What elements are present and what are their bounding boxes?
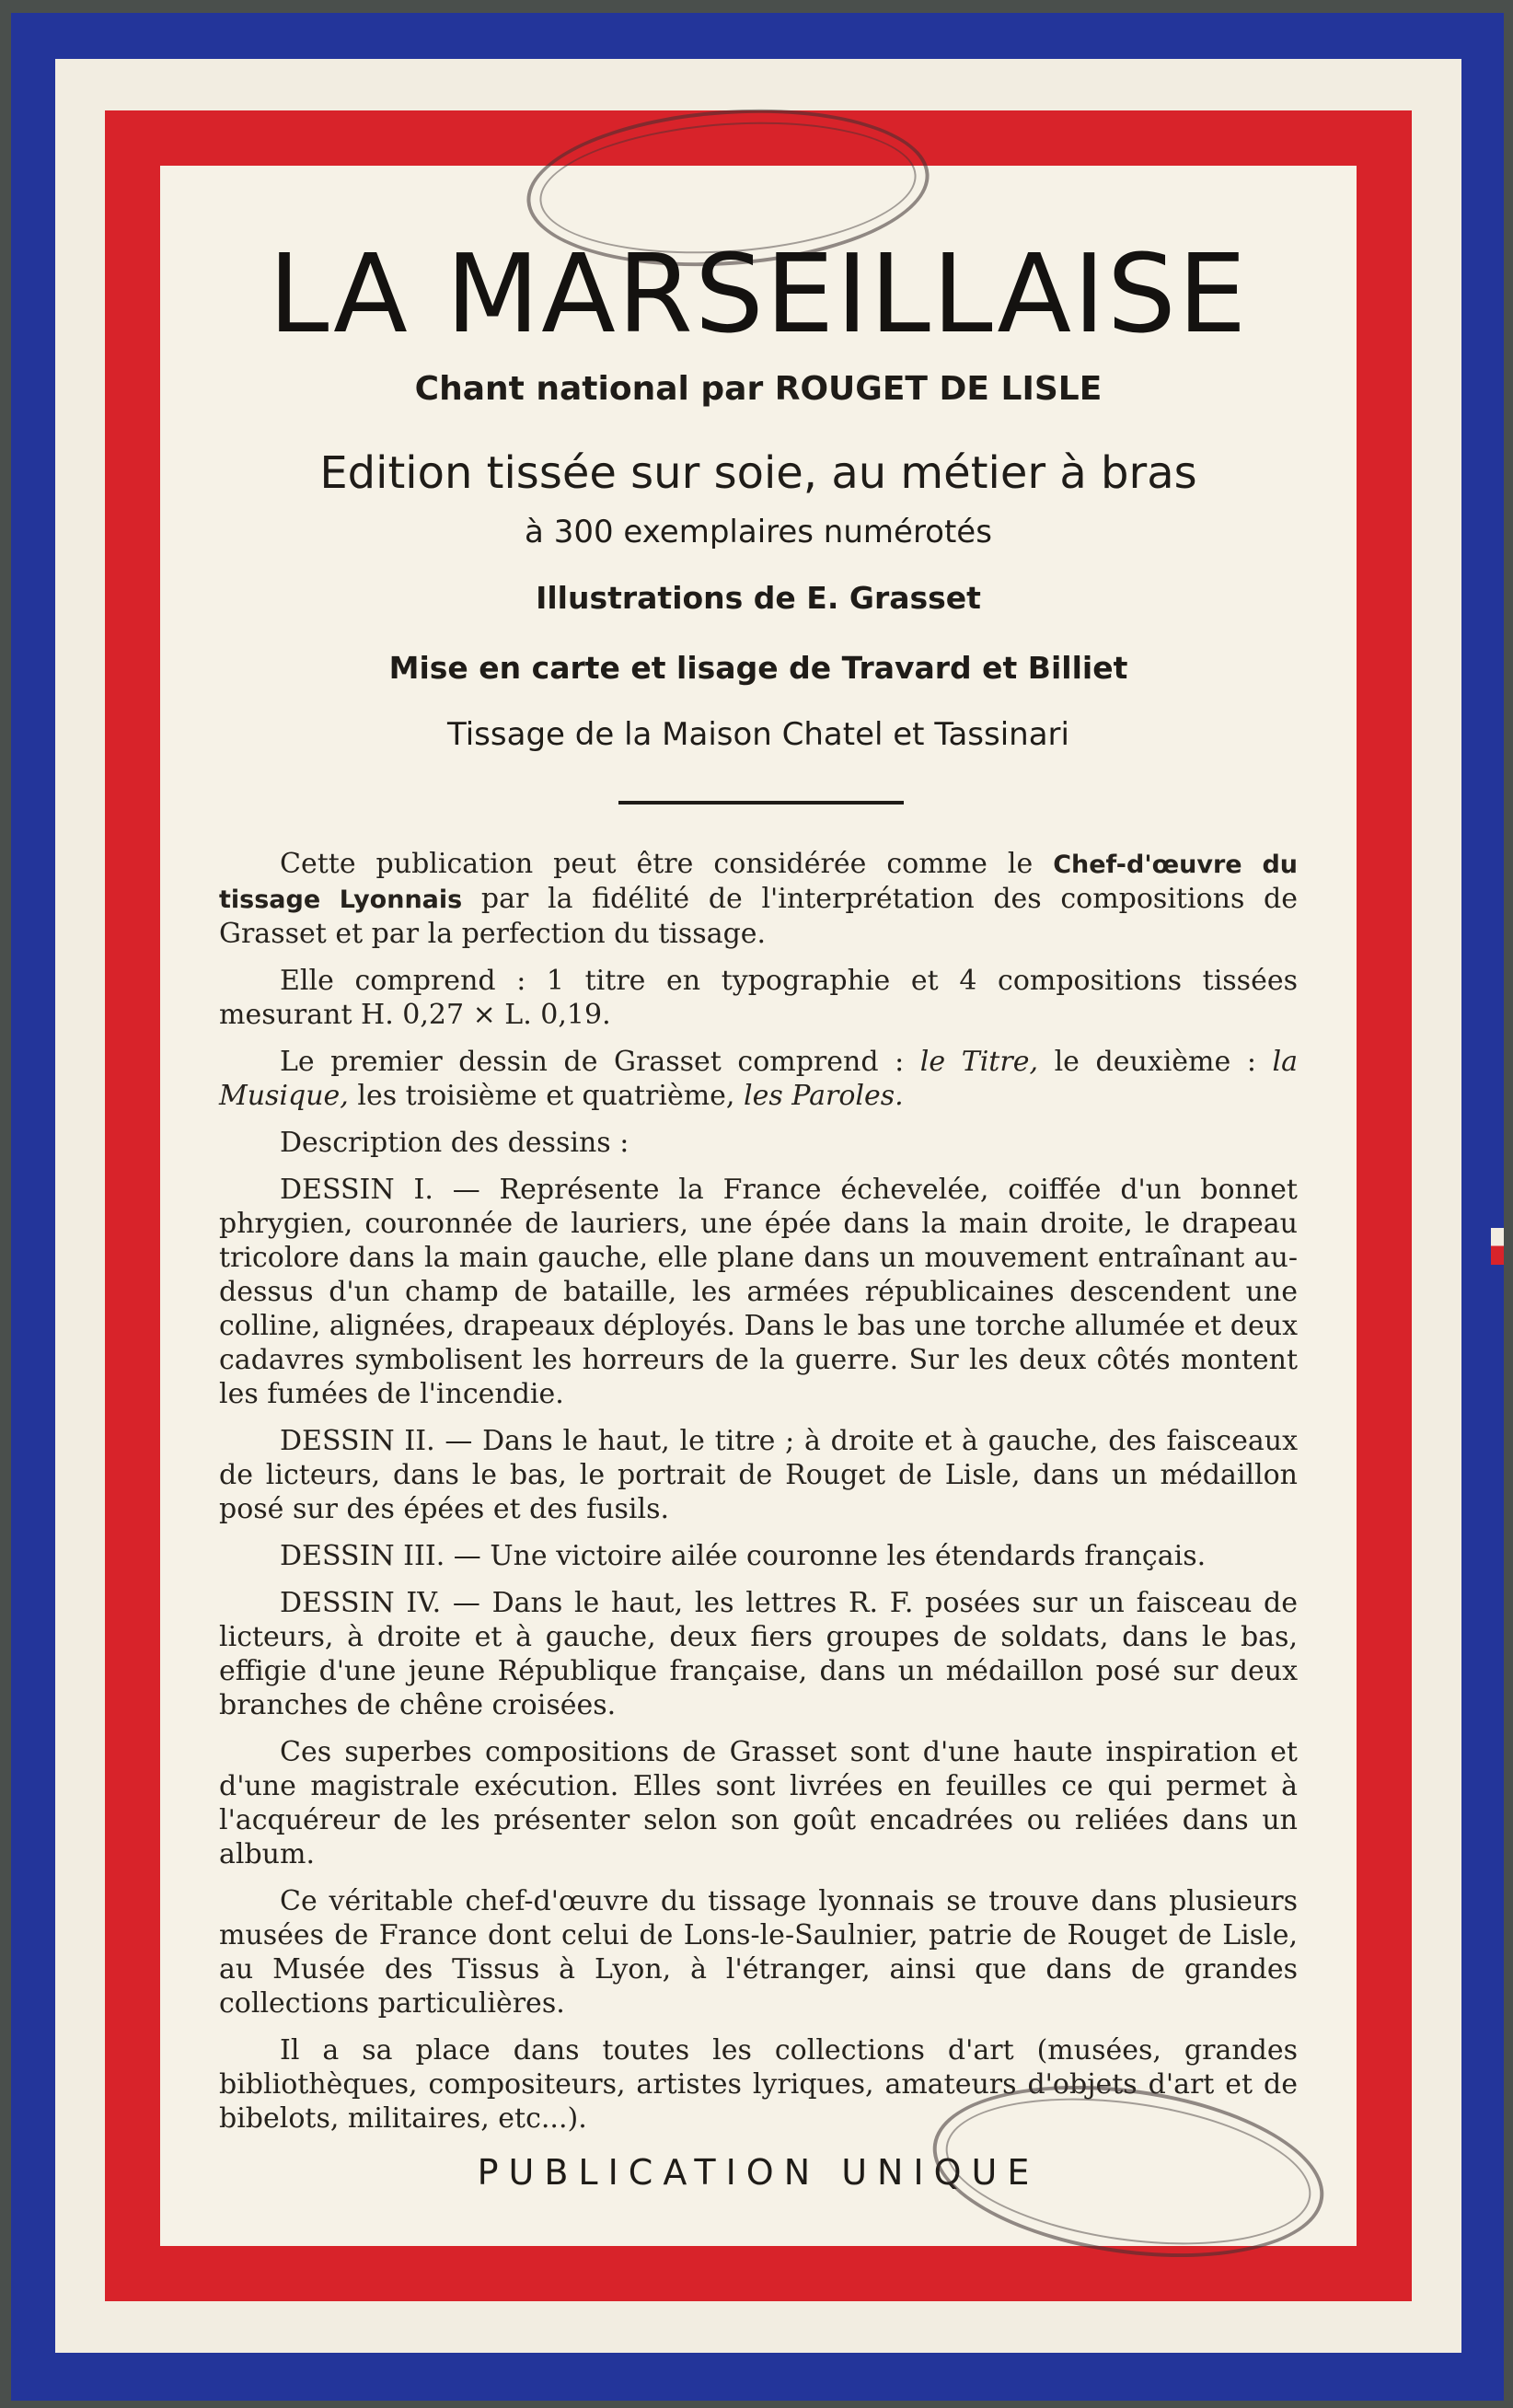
overview-text-b: le deuxième :	[1038, 1046, 1273, 1078]
overview-italic-music: la Musique,	[219, 1046, 1298, 1112]
overview-italic-lyrics: les Paroles.	[744, 1080, 904, 1112]
divider-rule	[618, 801, 904, 805]
overview-italic-title: le Titre,	[919, 1046, 1038, 1078]
tricolor-sheet	[11, 13, 1504, 2401]
illustrations-line: Illustrations de E. Grasset	[536, 580, 981, 616]
description-body	[219, 847, 1298, 2148]
overview-text-c: les troisième et quatrième,	[348, 1080, 744, 1112]
edition-line: Edition tissée sur soie, au métier à bras	[319, 447, 1197, 499]
paragraph-museums: Ce véritable chef-d'œuvre du tissage lyonnais se trouve dans plusieurs musées de France dont celui de Lons-le-Saulnier, patrie de Rouget de Lisle, au Musée des Tissus à Lyon, à l'étranger, ainsi que dans de grandes collections particulières.	[219, 1885, 1298, 2020]
paragraph-dessin-4: DESSIN IV. — Dans le haut, les lettres R. F. posées sur un faisceau de licteurs, à droite et à gauche, deux fiers groupes de soldats, dans le bas, effigie d'une jeune République française, dans un médaillon posé sur deux branches de chêne croisées.	[219, 1587, 1298, 1721]
document-page	[160, 166, 1357, 2246]
footer-publication-unique: PUBLICATION UNIQUE	[477, 2152, 1040, 2193]
overview-text-a: Le premier dessin de Grasset comprend :	[280, 1046, 920, 1078]
tissage-line: Tissage de la Maison Chatel et Tassinari	[447, 716, 1069, 753]
mise-en-carte-line: Mise en carte et lisage de Travard et Billiet	[388, 650, 1128, 686]
paragraph-drawings-overview	[219, 1045, 1298, 1113]
paragraph-dessin-3: DESSIN III. — Une victoire ailée couronne les étendards français.	[280, 1540, 1207, 1572]
paragraph-intro	[219, 847, 1298, 951]
paragraph-description-heading: Description des dessins :	[280, 1127, 629, 1159]
paragraph-compositions: Ces superbes compositions de Grasset sont d'une haute inspiration et d'une magistrale exécution. Elles sont livrées en feuilles ce qui permet à l'acquéreur de les présenter selon son goût encadrées ou reliées dans un album.	[219, 1736, 1298, 1870]
paragraph-collections: Il a sa place dans toutes les collections d'art (musées, grandes bibliothèques, compositeurs, artistes lyriques, amateurs d'objets d'art et de bibelots, militaires, etc...).	[219, 2034, 1298, 2135]
page-title: LA MARSEILLAISE	[268, 230, 1249, 357]
intro-text-a: Cette publication peut être considérée comme le	[280, 848, 1054, 880]
paragraph-dessin-2: DESSIN II. — Dans le haut, le titre ; à droite et à gauche, des faisceaux de licteurs, dans le bas, le portrait de Rouget de Lisle, dans un médaillon posé sur des épées et des fusils.	[219, 1425, 1298, 1525]
paragraph-contents: Elle comprend : 1 titre en typographie et 4 compositions tissées mesurant H. 0,27 × L. 0,19.	[219, 965, 1298, 1031]
ribbon-tab	[1491, 1210, 1504, 1265]
copies-line: à 300 exemplaires numérotés	[525, 514, 992, 550]
subtitle-line: Chant national par ROUGET DE LISLE	[414, 370, 1103, 408]
intro-emphasis: Chef-d'œuvre du tissage Lyonnais	[219, 851, 1298, 914]
intro-text-b: par la fidélité de l'interprétation des compositions de Grasset et par la perfection du tissage.	[219, 883, 1298, 950]
paragraph-dessin-1: DESSIN I. — Représente la France échevelée, coiffée d'un bonnet phrygien, couronnée de lauriers, une épée dans la main droite, le drapeau tricolore dans la main gauche, elle plane dans un mouvement entraînant au-dessus d'un champ de bataille, les armées républicaines descendent une colline, alignées, drapeaux déployés. Dans le bas une torche allumée et deux cadavres symbolisent les horreurs de la guerre. Sur les deux côtés montent les fumées de l'incendie.	[219, 1174, 1298, 1410]
